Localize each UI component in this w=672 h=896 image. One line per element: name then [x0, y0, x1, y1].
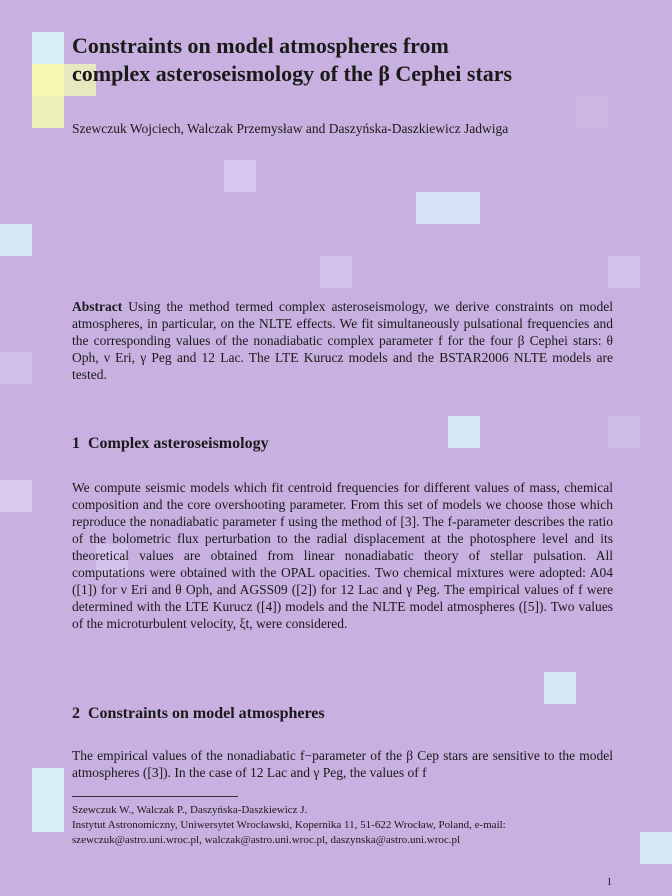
- author-list: Szewczuk Wojciech, Walczak Przemysław and Daszyńska-Daszkiewicz Jadwiga: [72, 121, 509, 136]
- section-heading: [72, 704, 632, 724]
- title-line-2: complex asteroseismology of the β Cephei stars: [72, 61, 513, 86]
- footnote-rule: [72, 796, 238, 797]
- section-number: 2: [72, 705, 80, 722]
- page-number: 1: [606, 876, 612, 888]
- abstract: [72, 298, 613, 383]
- abstract-text: Using the method termed complex asteroseismology, we derive constraints on model atmospheres, in particular, on the NLTE effects. We fit simultaneously pulsational frequencies and the corresponding values of the nonadiabatic complex parameter f for the four β Cephei stars: θ Oph, ν Eri, γ Peg and 12 Lac. The LTE Kurucz models and the BSTAR2006 NLTE models are tested.: [72, 299, 613, 382]
- section-title: Complex asteroseismology: [88, 435, 269, 452]
- title-line-1: Constraints on model atmospheres from: [72, 33, 449, 58]
- footnote-affiliation: Instytut Astronomiczny, Uniwersytet Wrocławski, Kopernika 11, 51-622 Wrocław, Poland, e-mail:: [72, 819, 506, 831]
- abstract-label: Abstract: [72, 299, 123, 314]
- footnote: [72, 803, 632, 848]
- section-body: The empirical values of the nonadiabatic f−parameter of the β Cep stars are sensitive to the model atmospheres ([3]). In the case of 12 Lac and γ Peg, the values of f: [72, 748, 613, 780]
- section-number: 1: [72, 435, 80, 452]
- footnote-authors: Szewczuk W., Walczak P., Daszyńska-Daszkiewicz J.: [72, 804, 308, 816]
- footnote-emails: szewczuk@astro.uni.wroc.pl, walczak@astro.uni.wroc.pl, daszynska@astro.uni.wroc.pl: [72, 834, 461, 846]
- section-heading: [72, 434, 632, 454]
- section-title: Constraints on model atmospheres: [88, 705, 325, 722]
- paper-title: [72, 32, 632, 88]
- section-body: We compute seismic models which fit centroid frequencies for different values of mass, chemical composition and the core overshooting parameter. From this set of models we choose those which reproduce the nonadiabatic parameter f using the method of [3]. The f-parameter describes the ratio of the bolometric flux perturbation to the radial displacement at the photosphere level and its theoretical values are obtained from linear nonadiabatic theory of stellar pulsation. All computations were obtained with the OPAL opacities. Two chemical mixtures were adopted: A04 ([1]) for ν Eri and θ Oph, and AGSS09 ([2]) for 12 Lac and γ Peg. The empirical values of f were determined with the LTE Kurucz ([4]) models and the NLTE model atmospheres ([5]). Two values of the microturbulent velocity, ξt, were considered.: [72, 480, 613, 631]
